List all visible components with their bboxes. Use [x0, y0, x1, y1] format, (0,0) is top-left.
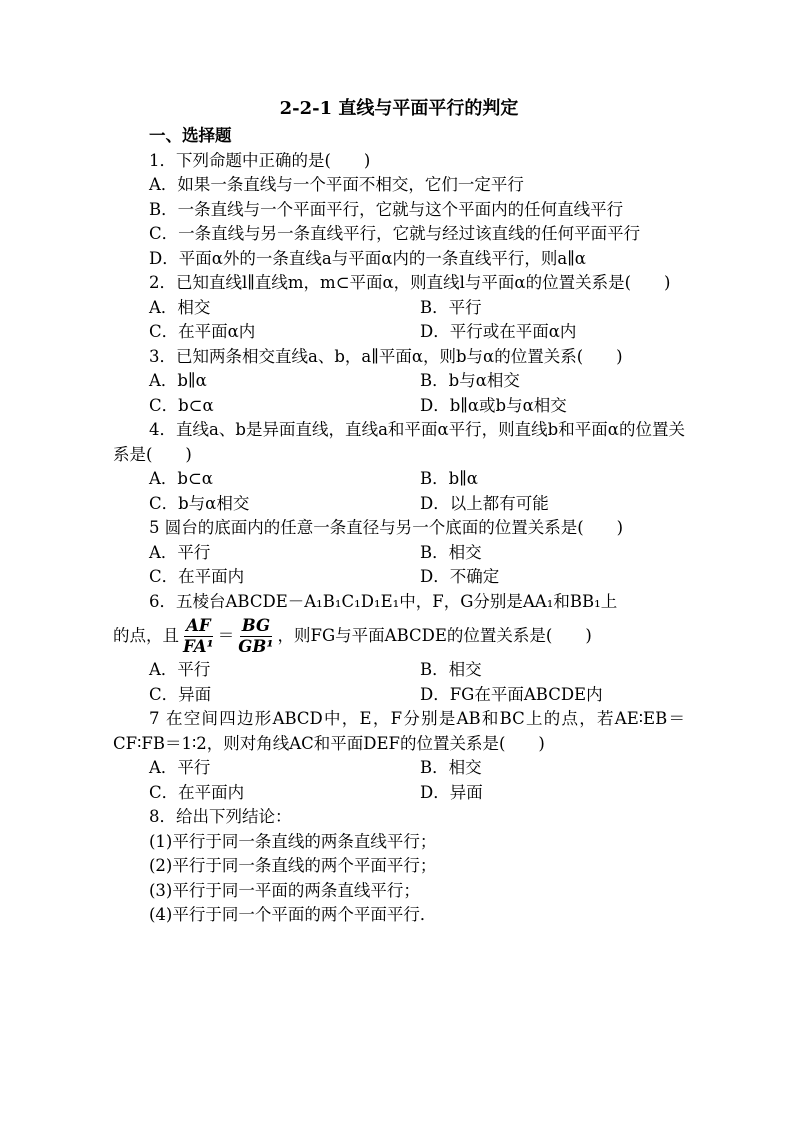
question-8-item: (1)平行于同一条直线的两条直线平行；	[149, 831, 437, 851]
question-4-option-a: A．b⊂α	[149, 469, 213, 488]
document-title: 2-2-1 直线与平面平行的判定	[279, 98, 519, 119]
fraction-denominator: GB¹	[238, 637, 274, 656]
question-8-item: (3)平行于同一平面的两条直线平行；	[149, 880, 420, 900]
question-4	[113, 418, 685, 516]
question-6	[113, 590, 685, 708]
question-3-option-a: A．b∥α	[149, 371, 207, 390]
question-7-option-c: C．在平面内	[149, 782, 245, 802]
question-1-option-c: C．一条直线与另一条直线平行，它就与经过该直线的任何平面平行	[149, 224, 641, 243]
fraction-denominator: FA¹	[183, 637, 214, 656]
equals-sign: ＝	[217, 626, 235, 645]
question-4-option-d: D．以上都有可能	[420, 493, 549, 513]
question-5-options-row-1	[113, 541, 685, 566]
question-1-option-b: B．一条直线与一个平面平行，它就与这个平面内的任何直线平行	[149, 199, 624, 219]
question-7-options-row-2	[113, 781, 685, 806]
question-6-stem-pre: 的点，且	[113, 626, 179, 645]
question-3	[113, 345, 685, 419]
question-3-option-d: D．b∥α或b与α相交	[420, 395, 567, 415]
question-5	[113, 516, 685, 590]
question-1-option-a: A．如果一条直线与一个平面不相交，它们一定平行	[149, 175, 524, 194]
question-3-option-c: C．b⊂α	[149, 395, 214, 415]
question-2-option-d: D．平行或在平面α内	[420, 322, 577, 341]
question-6-option-d: D．FG在平面ABCDE内	[420, 684, 603, 704]
question-6-option-a: A．平行	[149, 660, 211, 679]
question-8-stem: 8．给出下列结论：	[149, 807, 292, 826]
fraction-numerator: BG	[241, 616, 271, 635]
fraction-bg-over-gb1	[236, 616, 275, 657]
question-4-options-row-1	[113, 467, 685, 492]
question-8-item: (2)平行于同一条直线的两个平面平行；	[149, 856, 437, 875]
question-1-option-d: D．平面α外的一条直线a与平面α内的一条直线平行，则a∥α	[149, 248, 586, 268]
question-4-option-b: B．b∥α	[420, 469, 478, 488]
question-6-stem-line-1: 6．五棱台ABCDE－A₁B₁C₁D₁E₁中，F，G分别是AA₁和BB₁上	[149, 591, 618, 611]
question-2-option-a: A．相交	[149, 297, 211, 317]
question-3-options-row-2	[113, 394, 685, 419]
question-1	[113, 149, 685, 272]
question-6-options-row-2	[113, 683, 685, 708]
question-5-options-row-2	[113, 565, 685, 590]
question-5-option-b: B．相交	[420, 542, 482, 562]
fraction-numerator: AF	[186, 616, 211, 635]
question-2-option-b: B．平行	[420, 297, 482, 317]
question-2-option-c: C．在平面α内	[149, 322, 256, 341]
question-4-option-c: C．b与α相交	[149, 493, 250, 513]
question-2-options-row-1	[113, 296, 685, 321]
question-7-option-b: B．相交	[420, 758, 482, 777]
fraction-af-over-fa1	[181, 616, 216, 657]
question-6-stem-line-2	[113, 614, 685, 658]
question-6-option-c: C．异面	[149, 684, 212, 704]
question-7-option-a: A．平行	[149, 758, 211, 777]
question-2-stem: 2．已知直线l∥直线m，m⊂平面α，则直线l与平面α的位置关系是( )	[149, 273, 671, 292]
question-3-stem: 3．已知两条相交直线a、b，a∥平面α，则b与α的位置关系( )	[149, 346, 623, 366]
question-6-stem-post: ，则FG与平面ABCDE的位置关系是( )	[277, 626, 592, 645]
question-7	[113, 707, 685, 805]
question-7-option-d: D．异面	[420, 782, 483, 802]
question-8	[113, 805, 685, 928]
question-6-option-b: B．相交	[420, 660, 482, 679]
question-5-stem: 5 圆台的底面内的任意一条直径与另一个底面的位置关系是( )	[149, 518, 624, 537]
question-1-stem: 1．下列命题中正确的是( )	[149, 150, 371, 170]
question-4-stem: 4．直线a、b是异面直线，直线a和平面α平行，则直线b和平面α的位置关系是( )	[113, 420, 685, 464]
question-5-option-c: C．在平面内	[149, 567, 245, 586]
question-5-option-a: A．平行	[149, 542, 211, 562]
document-page	[113, 96, 685, 928]
question-8-item: (4)平行于同一个平面的两个平面平行．	[149, 905, 437, 924]
question-7-stem: 7 在空间四边形ABCD中，E，F分别是AB和BC上的点，若AE∶EB＝CF∶FB＝1∶2，则对角线AC和平面DEF的位置关系是( )	[113, 709, 685, 753]
question-3-options-row-1	[113, 369, 685, 394]
section-heading: 一、选择题	[149, 126, 232, 145]
question-5-option-d: D．不确定	[420, 567, 500, 586]
question-4-options-row-2	[113, 492, 685, 517]
question-7-options-row-1	[113, 756, 685, 781]
question-3-option-b: B．b与α相交	[420, 371, 520, 390]
question-2	[113, 271, 685, 345]
question-2-options-row-2	[113, 320, 685, 345]
question-6-options-row-1	[113, 658, 685, 683]
